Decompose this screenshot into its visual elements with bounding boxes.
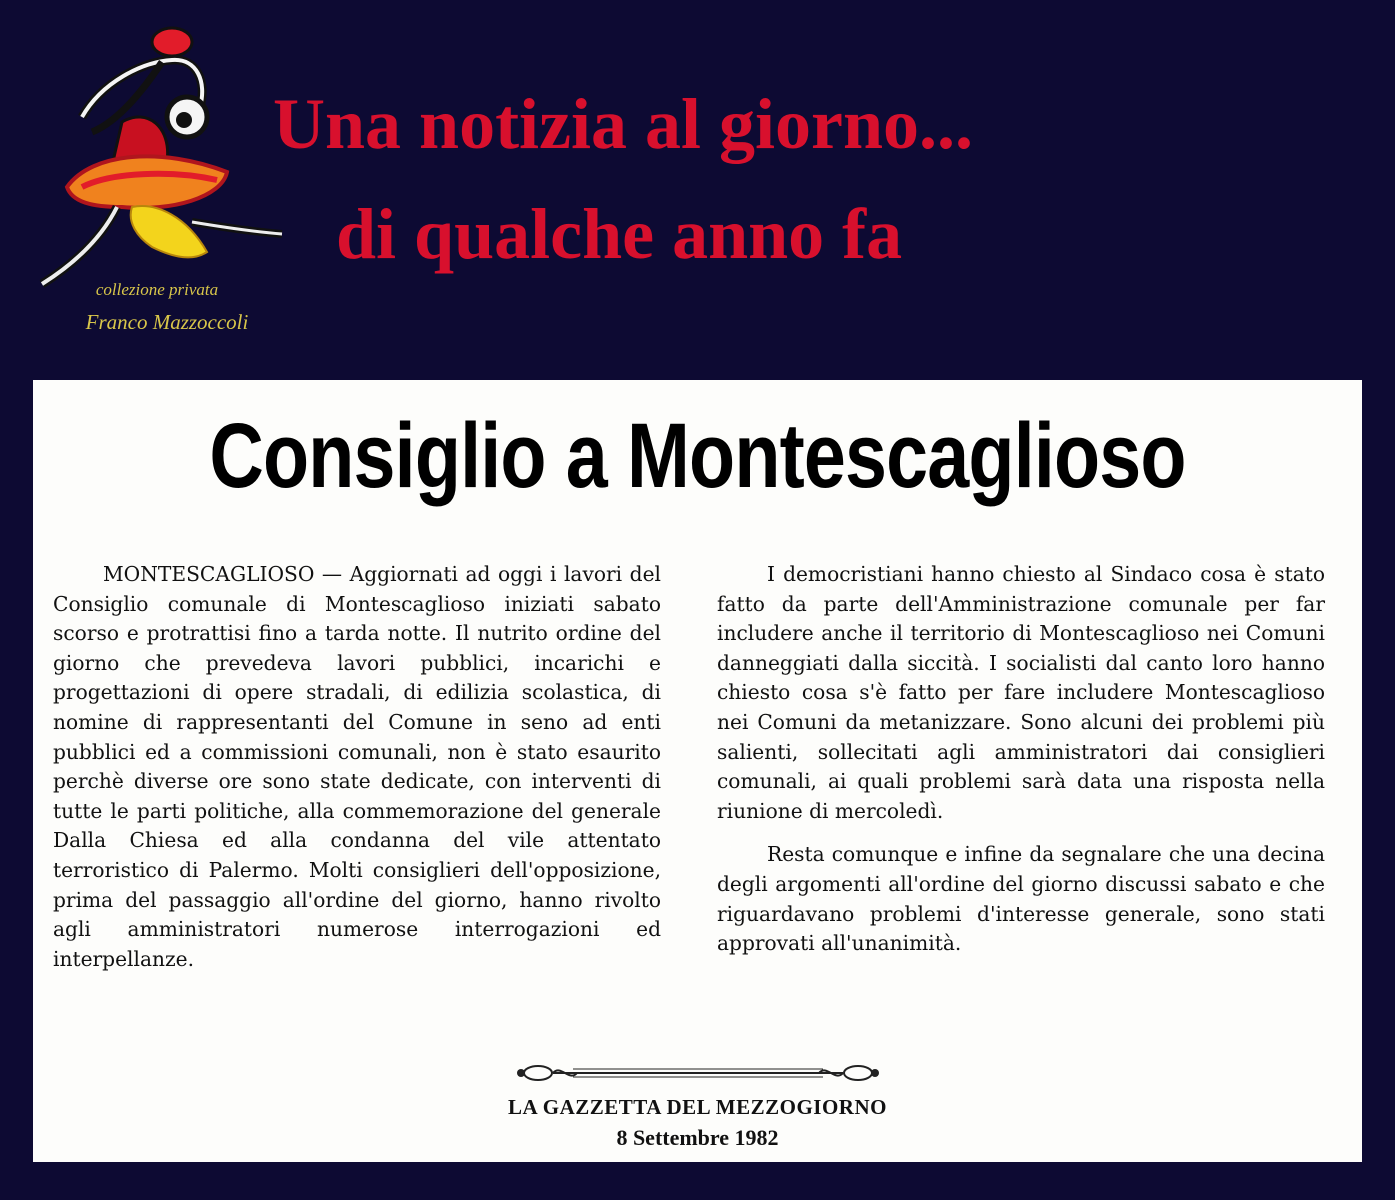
logo-caption-owner: Franco Mazzoccoli bbox=[85, 310, 249, 334]
banner-title-line2: di qualche anno fa bbox=[336, 194, 903, 274]
logo-caption-collection: collezione privata bbox=[95, 280, 219, 299]
dancer-figure-icon bbox=[22, 22, 290, 322]
article-paragraph: MONTESCAGLIOSO — Aggiornati ad oggi i lavori del Consiglio comunale di Montescaglioso iniziati sabato scorso e protrattisi fino a tarda notte. Il nutrito ordine del giorno che prevedeva lavori pubblici, incarichi e progettazioni di opere stradali, di edilizia scolastica, di nomine di rappresentanti del Comune in seno ad enti pubblici ed a commissioni comunali, non è stato esaurito perchè diverse ore sono state dedicate, con interventi di tutte le parti politiche, alla commemorazione del generale Dalla Chiesa ed alla condanna del vile attentato terroristico di Palermo. Molti consiglieri dell'opposizione, prima del passaggio all'ordine del giorno, hanno rivolto agli amministratori numerose interrogazioni ed interpellanze. bbox=[53, 562, 661, 971]
publication-date: 8 Settembre 1982 bbox=[616, 1125, 779, 1150]
article-headline: Consiglio a Montescaglioso bbox=[209, 405, 1186, 507]
newspaper-clipping bbox=[33, 380, 1362, 1162]
collection-logo bbox=[22, 22, 290, 342]
banner-title-line1: Una notizia al giorno... bbox=[273, 84, 974, 164]
article-column-left bbox=[53, 560, 661, 974]
article-paragraph: I democristiani hanno chiesto al Sindaco cosa è stato fatto da parte dell'Amministrazione comunale per far includere anche il territorio di Montescaglioso nei Comuni danneggiati dalla siccità. I socialisti dal canto loro hanno chiesto cosa s'è fatto per fare includere Montescaglioso nei Comuni da metanizzare. Sono alcuni dei problemi più salienti, sollecitati agli amministratori dai consiglieri comunali, ai quali problemi sarà data una risposta nella riunione di mercoledì. bbox=[717, 562, 1325, 823]
article-paragraph: Resta comunque e infine da segnalare che una decina degli argomenti all'ordine del giorno discussi sabato e che riguardavano problemi d'interesse generale, sono stati approvati all'unanimità. bbox=[717, 842, 1325, 956]
article-column-right bbox=[717, 560, 1325, 959]
ornament-divider-icon bbox=[513, 1060, 883, 1086]
newspaper-source: LA GAZZETTA DEL MEZZOGIORNO bbox=[508, 1095, 887, 1119]
